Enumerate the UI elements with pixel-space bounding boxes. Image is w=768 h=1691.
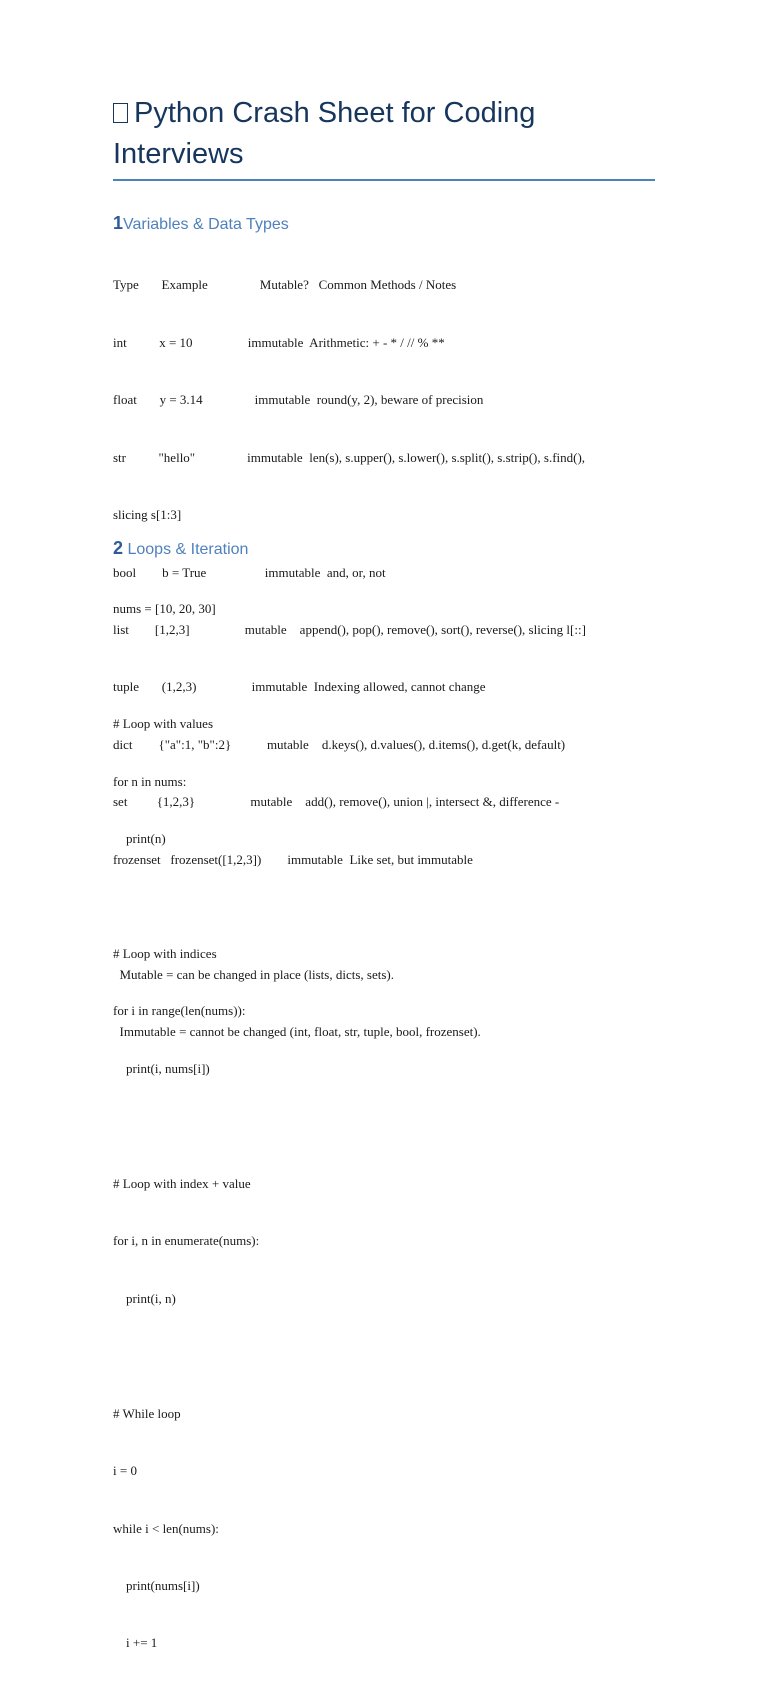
code-line: while i < len(nums):	[113, 1520, 219, 1536]
code-line: for n in nums:	[113, 773, 187, 789]
code-line	[113, 887, 259, 906]
document-icon	[113, 103, 128, 123]
page-title-text: Python Crash Sheet for Coding Interviews	[113, 97, 536, 170]
text-line: frozenset frozenset([1,2,3]) immutable Like set, but immutable	[113, 851, 473, 867]
text-line: str "hello" immutable len(s), s.upper(), s.lower(), s.split(), s.strip(), s.find(),	[113, 449, 586, 465]
text-line: slicing s[1:3]	[113, 507, 182, 523]
code-line	[113, 1116, 259, 1135]
code-line: for i, n in enumerate(nums):	[113, 1233, 260, 1249]
code-line: # Loop with values	[113, 716, 214, 732]
text-line: tuple (1,2,3) immutable Indexing allowed, cannot change	[113, 679, 486, 695]
code-line: print(n)	[113, 831, 166, 847]
code-line: print(i, nums[i])	[113, 1060, 210, 1076]
code-line: # Loop with index + value	[113, 1175, 251, 1191]
section-body-loops	[113, 561, 259, 1691]
code-line: print(i, n)	[113, 1290, 176, 1306]
text-line: bool b = True immutable and, or, not	[113, 564, 386, 580]
code-line: for i in range(len(nums)):	[113, 1003, 246, 1019]
section-number: 2	[113, 538, 124, 558]
page-title	[113, 93, 658, 175]
code-line	[113, 657, 259, 676]
text-line: Immutable = cannot be changed (int, float, str, tuple, bool, frozenset).	[113, 1024, 481, 1040]
text-line: set {1,2,3} mutable add(), remove(), union |, intersect &, difference -	[113, 794, 560, 810]
section-number: 1	[113, 213, 124, 233]
section-heading-text: Variables & Data Types	[123, 216, 289, 233]
text-line: float y = 3.14 immutable round(y, 2), beware of precision	[113, 392, 484, 408]
section-heading-text: Loops & Iteration	[127, 541, 249, 558]
code-line: # While loop	[113, 1405, 181, 1421]
code-line: # Loop with indices	[113, 946, 217, 962]
code-line	[113, 1346, 259, 1365]
text-line: int x = 10 immutable Arithmetic: + - * / // % **	[113, 334, 445, 350]
text-line: list [1,2,3] mutable append(), pop(), remove(), sort(), reverse(), slicing l[::]	[113, 622, 586, 638]
text-line: Type Example Mutable? Common Methods / Notes	[113, 277, 457, 293]
text-line: Mutable = can be changed in place (lists, dicts, sets).	[113, 966, 394, 982]
section-heading-loops	[113, 538, 248, 560]
code-line: i += 1	[113, 1635, 158, 1651]
title-divider	[113, 179, 655, 181]
text-line: dict {"a":1, "b":2} mutable d.keys(), d.values(), d.items(), d.get(k, default)	[113, 736, 566, 752]
section-heading-variables	[113, 213, 289, 235]
code-line: i = 0	[113, 1463, 137, 1479]
code-line: nums = [10, 20, 30]	[113, 601, 216, 617]
code-line: print(nums[i])	[113, 1578, 200, 1594]
